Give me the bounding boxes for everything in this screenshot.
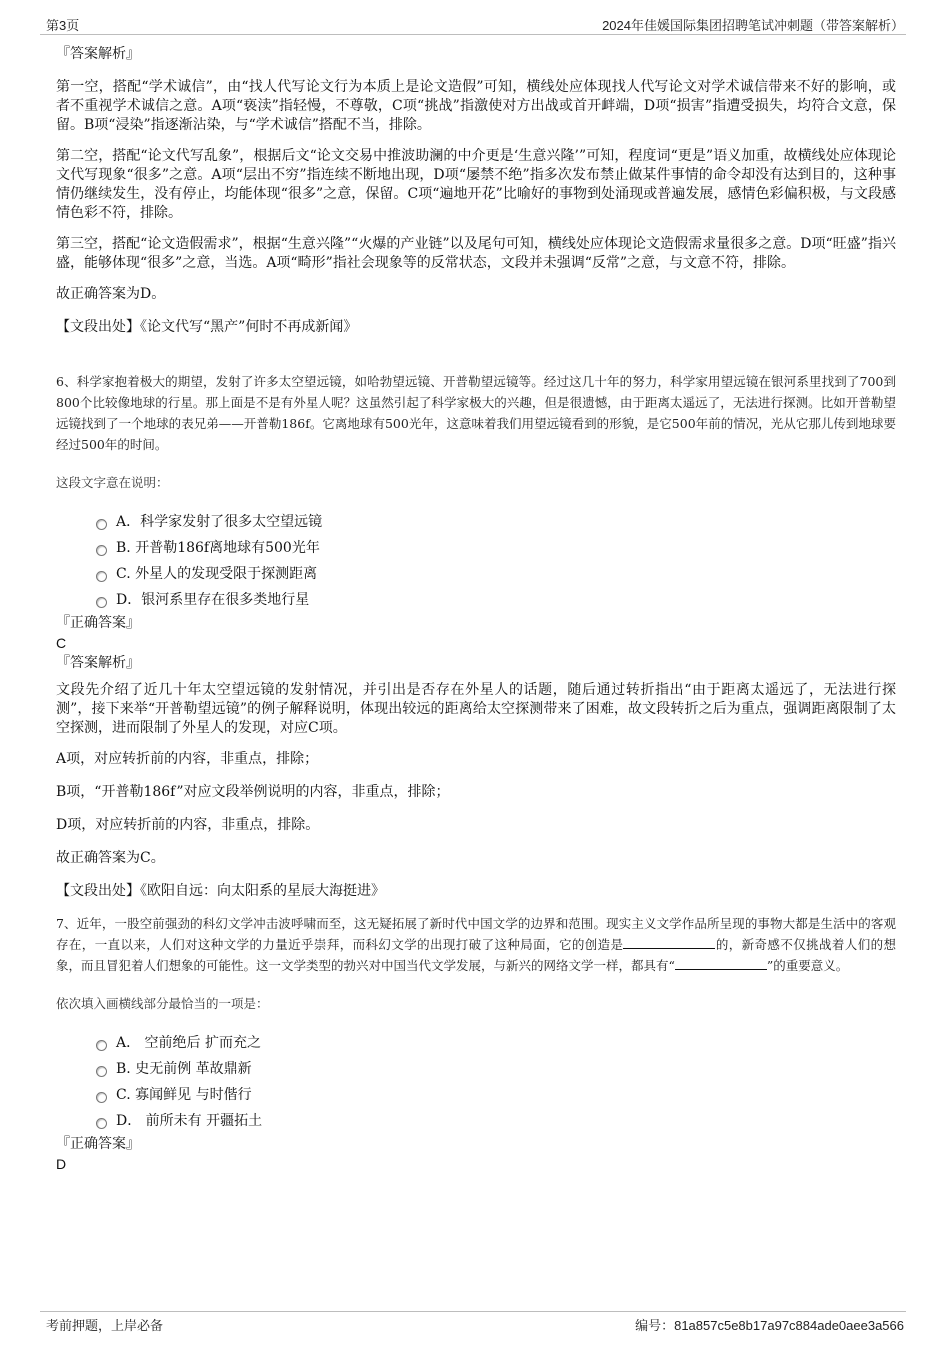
q6-analysis-a: A项，对应转折前的内容，非重点，排除； [56,751,319,767]
q7-stem: 7、近年，一股空前强劲的科幻文学冲击波呼啸而至，这无疑拓展了新时代中国文学的边界和范围。现实主义文学作品所呈现的事物大都是生活中的客观存在，一直以来，人们对这种文学的力量近乎崇拜，而科幻文学的出现打破了这种局面，它的创造是 的，新奇感不仅挑战着人们的想象，而且冒犯着人们想象的可能性。这一文学类型的勃兴对中国当代文学发展，与新兴的网络文学一样，都具有“ ”的重要意义。 [56,916,896,973]
footer-slogan: 考前押题，上岸必备 [46,1319,164,1334]
fill-blank-2 [675,957,767,970]
q6-stem: 6、科学家抱着极大的期望，发射了许多太空望远镜，如哈勃望远镜、开普勒望远镜等。经过这几十年的努力，科学家用望远镜在银河系里找到了700到800个比较像地球的行星。那上面是不是有外星人呢？这虽然引起了科学家极大的兴趣，但是很遗憾，由于距离太遥远了，无法进行探测。比如开普勒望远镜找到了一个地球的表兄弟——开普勒186f。它离地球有500光年，这意味着我们用望远镜看到的形貌，是它500年前的情况，光从它那儿传到地球要经过500年的时间。 [56,374,896,452]
q6-analysis-label: 『答案解析』 [56,655,140,671]
q6-option-a[interactable]: A．科学家发射了很多太空望远镜 [96,509,896,535]
page-footer [40,1311,906,1334]
radio-icon[interactable] [96,1092,107,1103]
q5-conclusion: 故正确答案为D。 [56,286,166,302]
q6-conclusion: 故正确答案为C。 [56,850,165,866]
q6-analysis-d: D项，对应转折前的内容，非重点，排除。 [56,817,320,833]
page-header [40,12,906,35]
q5-analysis-p3: 第三空，搭配“论文造假需求”，根据“生意兴隆”“火爆的产业链”以及尾句可知，横线处应体现论文造假需求量很多之意。D项“旺盛”指兴盛，能够体现“很多”之意，当选。A项“畸形”指社会现象等的反常状态，文段并未强调“反常”之意，与文意不符，排除。 [56,236,896,271]
q5-analysis-p2: 第二空，搭配“论文代写乱象”，根据后文“论文交易中推波助澜的中介更是‘生意兴隆’”可知，程度词“更是”语义加重，故横线处应体现论文代写现象“很多”之意。A项“层出不穷”指连续不断地出现，D项“屡禁不绝”指多次发布禁止做某件事情的命令却没有达到目的，这种事情仍继续发生，没有停止，均能体现“很多”之意，保留。C项“遍地开花”比喻好的事物到处涌现或普遍发展，感情色彩偏积极，与文段感情色彩不符，排除。 [56,148,896,221]
radio-icon[interactable] [96,1066,107,1077]
q5-analysis-label: 『答案解析』 [56,46,140,62]
q6-analysis-p1: 文段先介绍了近几十年太空望远镜的发射情况，并引出是否存在外星人的话题，随后通过转折指出“由于距离太遥远了，无法进行探测”，接下来举“开普勒望远镜”的例子解释说明，体现出较远的距离给太空探测带来了困难，故文段转折之后为重点，强调距离限制了太空探测，进而限制了外星人的发现，对应C项。 [56,682,896,736]
q7-prompt: 依次填入画横线部分最恰当的一项是： [56,996,269,1011]
document-title: 2024年佳媛国际集团招聘笔试冲刺题（带答案解析） [602,18,904,33]
q7-option-b[interactable]: B. 史无前例 革故鼎新 [96,1056,896,1082]
q6-option-b[interactable]: B. 开普勒186f离地球有500光年 [96,535,896,561]
q6-analysis-b: B项，“开普勒186f”对应文段举例说明的内容，非重点，排除； [56,784,450,800]
q6-correct-label: 『正确答案』 [56,615,140,631]
q7-option-d[interactable]: D． 前所未有 开疆拓土 [96,1108,896,1134]
fill-blank-1 [623,936,715,949]
radio-icon[interactable] [96,571,107,582]
radio-icon[interactable] [96,519,107,530]
q6-options [96,509,896,613]
document-id: 编号：81a857c5e8b17a97c884ade0aee3a566 [635,1318,904,1333]
radio-icon[interactable] [96,597,107,608]
q5-analysis-p1: 第一空，搭配“学术诚信”，由“找人代写论文行为本质上是论文造假”可知，横线处应体现找人代写论文对学术诚信带来不好的影响，或者不重视学术诚信之意。A项“亵渎”指轻慢，不尊敬，C项“挑战”指激使对方出战或首开衅端，D项“损害”指遭受损失，均符合文意，保留。B项“浸染”指逐渐沾染，与“学术诚信”搭配不当，排除。 [56,79,896,133]
q5-source: 【文段出处】《论文代写“黑产”何时不再成新闻》 [56,319,358,335]
q6-source: 【文段出处】《欧阳自远：向太阳系的星辰大海挺进》 [56,883,385,899]
q7-option-c[interactable]: C. 寡闻鲜见 与时偕行 [96,1082,896,1108]
page-content [56,44,896,1174]
q6-prompt: 这段文字意在说明： [56,475,169,490]
q7-correct-label: 『正确答案』 [56,1136,140,1152]
page-number: 第3页 [46,18,80,33]
q6-correct-answer: C [56,635,67,651]
q7-options [96,1030,896,1134]
radio-icon[interactable] [96,1040,107,1051]
q6-option-d[interactable]: D．银河系里存在很多类地行星 [96,587,896,613]
radio-icon[interactable] [96,1118,107,1129]
q7-correct-answer: D [56,1156,67,1172]
q6-option-c[interactable]: C. 外星人的发现受限于探测距离 [96,561,896,587]
q7-option-a[interactable]: A． 空前绝后 扩而充之 [96,1030,896,1056]
radio-icon[interactable] [96,545,107,556]
